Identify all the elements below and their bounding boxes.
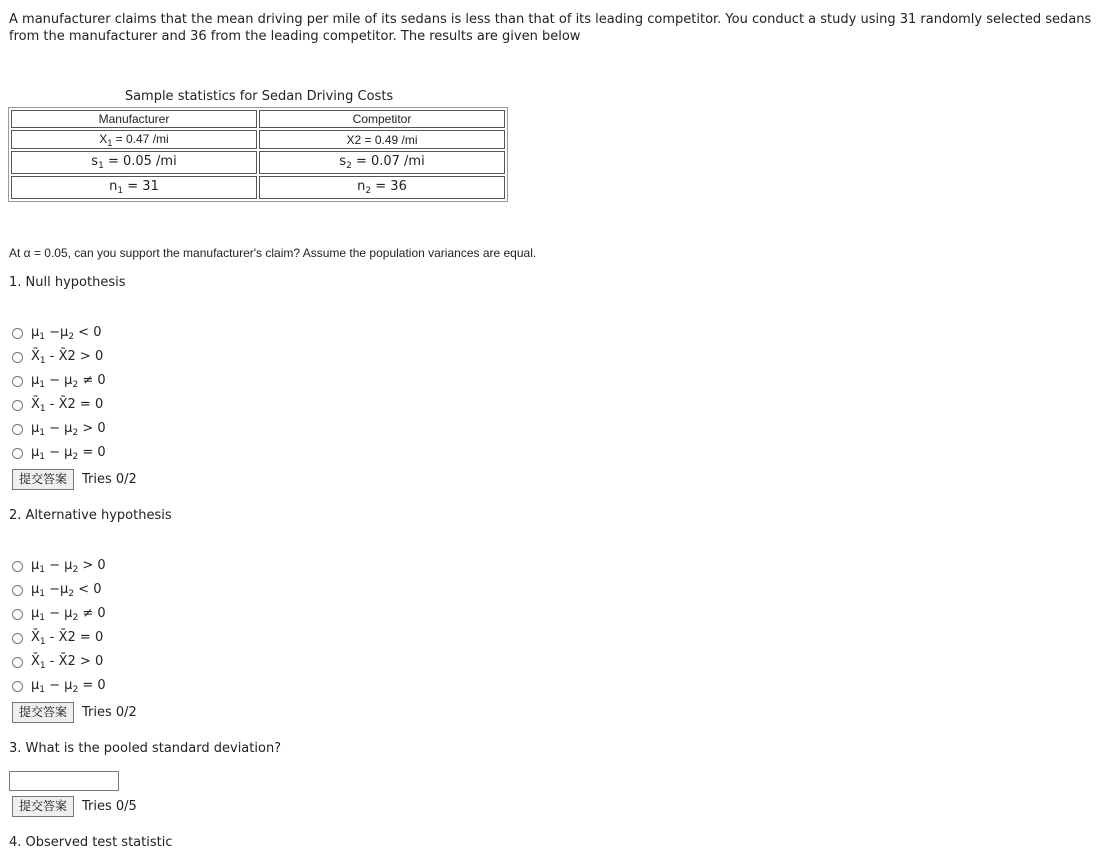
option-text: = 0: [78, 444, 106, 460]
option-subscript: 1: [39, 660, 46, 671]
option-subscript: 2: [68, 588, 75, 599]
radio-button[interactable]: [12, 609, 23, 620]
option-label: [31, 678, 106, 695]
option-text: μ: [31, 581, 40, 597]
answer-option[interactable]: [12, 603, 106, 625]
option-label: [31, 373, 106, 390]
answer-option[interactable]: [12, 651, 103, 673]
option-text: X̄: [31, 629, 40, 645]
mean-symbol: X: [99, 131, 108, 146]
option-text: < 0: [74, 324, 102, 340]
option-text: − μ: [45, 557, 73, 573]
option-subscript: 2: [72, 379, 79, 390]
option-subscript: 2: [72, 684, 79, 695]
radio-button[interactable]: [12, 376, 23, 387]
mean-subscript: 1: [107, 137, 113, 148]
option-subscript: 1: [39, 588, 46, 599]
mean-manufacturer-cell: [11, 130, 257, 149]
question-3-submit-row: [12, 796, 137, 817]
option-text: - X̄2: [45, 348, 76, 364]
option-text: μ: [31, 557, 40, 573]
radio-button[interactable]: [12, 657, 23, 668]
option-subscript: 1: [39, 451, 46, 462]
table-row: [11, 176, 505, 199]
sample-statistics-table: [8, 107, 508, 202]
option-label: [31, 397, 103, 414]
question-3-submit-button[interactable]: 提交答案: [12, 796, 74, 817]
option-label: [31, 558, 106, 575]
sd-value: = 0.07 /mi: [351, 154, 425, 169]
option-text: μ: [31, 677, 40, 693]
answer-option[interactable]: [12, 627, 103, 649]
option-subscript: 1: [39, 379, 46, 390]
option-text: −μ: [45, 581, 69, 597]
question-1-submit-row: [12, 469, 137, 490]
mean-competitor-cell: X2 = 0.49 /mi: [259, 130, 505, 149]
option-text: > 0: [75, 653, 104, 669]
option-text: X̄: [31, 348, 40, 364]
option-text: X̄: [31, 396, 40, 412]
mean-value: = 0.47 /mi: [112, 131, 169, 146]
option-subscript: 1: [39, 636, 46, 647]
answer-option[interactable]: [12, 418, 106, 440]
option-label: [31, 325, 101, 342]
option-subscript: 1: [39, 564, 46, 575]
n-symbol: n: [357, 179, 366, 194]
radio-button[interactable]: [12, 633, 23, 644]
question-3-tries: Tries 0/5: [82, 799, 137, 814]
header-manufacturer: Manufacturer: [11, 110, 257, 128]
question-1-title: 1. Null hypothesis: [9, 275, 126, 290]
question-2-submit-row: [12, 702, 137, 723]
option-label: [31, 445, 106, 462]
option-subscript: 1: [39, 331, 46, 342]
option-text: − μ: [45, 444, 73, 460]
option-text: - X̄2: [45, 629, 76, 645]
option-subscript: 2: [72, 612, 79, 623]
option-text: μ: [31, 444, 40, 460]
question-1-submit-button[interactable]: 提交答案: [12, 469, 74, 490]
option-subscript: 1: [39, 427, 46, 438]
n-subscript: 1: [117, 186, 124, 196]
sd-competitor-cell: [259, 151, 505, 174]
question-3-title: 3. What is the pooled standard deviation?: [9, 741, 282, 756]
question-2-tries: Tries 0/2: [82, 705, 137, 720]
option-text: ≠ 0: [78, 605, 106, 621]
option-text: μ: [31, 420, 40, 436]
sd-value: = 0.05 /mi: [103, 154, 177, 169]
option-text: - X̄2: [45, 396, 76, 412]
option-text: − μ: [45, 372, 73, 388]
option-subscript: 2: [72, 564, 79, 575]
sd-symbol: s: [339, 154, 347, 169]
question-2-submit-button[interactable]: 提交答案: [12, 702, 74, 723]
pooled-sd-input[interactable]: [9, 771, 119, 791]
option-text: > 0: [75, 348, 104, 364]
option-subscript: 2: [72, 427, 79, 438]
option-text: μ: [31, 372, 40, 388]
option-text: − μ: [45, 605, 73, 621]
radio-button[interactable]: [12, 681, 23, 692]
question-2-title: 2. Alternative hypothesis: [9, 508, 172, 523]
n-value: = 36: [371, 179, 407, 194]
n-manufacturer-cell: [11, 176, 257, 199]
radio-button[interactable]: [12, 328, 23, 339]
answer-option[interactable]: [12, 442, 106, 464]
option-text: - X̄2: [45, 653, 76, 669]
sd-symbol: s: [91, 154, 99, 169]
option-text: < 0: [74, 581, 102, 597]
option-subscript: 1: [39, 403, 46, 414]
n-value: = 31: [123, 179, 159, 194]
option-label: [31, 606, 106, 623]
alpha-statement: At α = 0.05, can you support the manufacturer's claim? Assume the population variances are equal.: [9, 246, 537, 260]
answer-option[interactable]: [12, 322, 101, 344]
table-caption: Sample statistics for Sedan Driving Costs: [124, 89, 394, 104]
option-label: [31, 349, 103, 366]
option-text: −μ: [45, 324, 69, 340]
option-text: X̄: [31, 653, 40, 669]
answer-option[interactable]: [12, 346, 103, 368]
table-row: [11, 151, 505, 174]
option-text: − μ: [45, 420, 73, 436]
sd-subscript: 1: [98, 161, 104, 171]
radio-button[interactable]: [12, 585, 23, 596]
radio-button[interactable]: [12, 424, 23, 435]
option-subscript: 1: [39, 684, 46, 695]
question-1-tries: Tries 0/2: [82, 472, 137, 487]
radio-button[interactable]: [12, 400, 23, 411]
radio-button[interactable]: [12, 448, 23, 459]
option-text: = 0: [78, 677, 106, 693]
option-text: − μ: [45, 677, 73, 693]
option-text: μ: [31, 605, 40, 621]
option-text: > 0: [78, 557, 106, 573]
option-text: > 0: [78, 420, 106, 436]
option-subscript: 1: [39, 355, 46, 366]
option-text: ≠ 0: [78, 372, 106, 388]
n-symbol: n: [109, 179, 118, 194]
option-subscript: 2: [68, 331, 75, 342]
table-row: [11, 110, 505, 128]
sd-manufacturer-cell: [11, 151, 257, 174]
option-subscript: 1: [39, 612, 46, 623]
answer-option[interactable]: [12, 370, 106, 392]
answer-option[interactable]: [12, 394, 103, 416]
radio-button[interactable]: [12, 561, 23, 572]
n-competitor-cell: [259, 176, 505, 199]
answer-option[interactable]: [12, 555, 106, 577]
answer-option[interactable]: [12, 579, 101, 601]
header-competitor: Competitor: [259, 110, 505, 128]
option-text: μ: [31, 324, 40, 340]
option-label: [31, 654, 103, 671]
radio-button[interactable]: [12, 352, 23, 363]
n-subscript: 2: [365, 186, 372, 196]
option-label: [31, 421, 106, 438]
option-label: [31, 582, 101, 599]
option-subscript: 2: [72, 451, 79, 462]
problem-statement: A manufacturer claims that the mean driving per mile of its sedans is less than that of its leading competitor. You conduct a study using 31 randomly selected sedans from the manufacturer and 36 from the leading competitor. The results are given below: [9, 12, 1092, 44]
question-4-title: 4. Observed test statistic: [9, 835, 173, 850]
answer-option[interactable]: [12, 675, 106, 697]
table-row: [11, 130, 505, 149]
option-label: [31, 630, 103, 647]
option-text: = 0: [75, 396, 104, 412]
sd-subscript: 2: [346, 161, 352, 171]
option-text: = 0: [75, 629, 104, 645]
